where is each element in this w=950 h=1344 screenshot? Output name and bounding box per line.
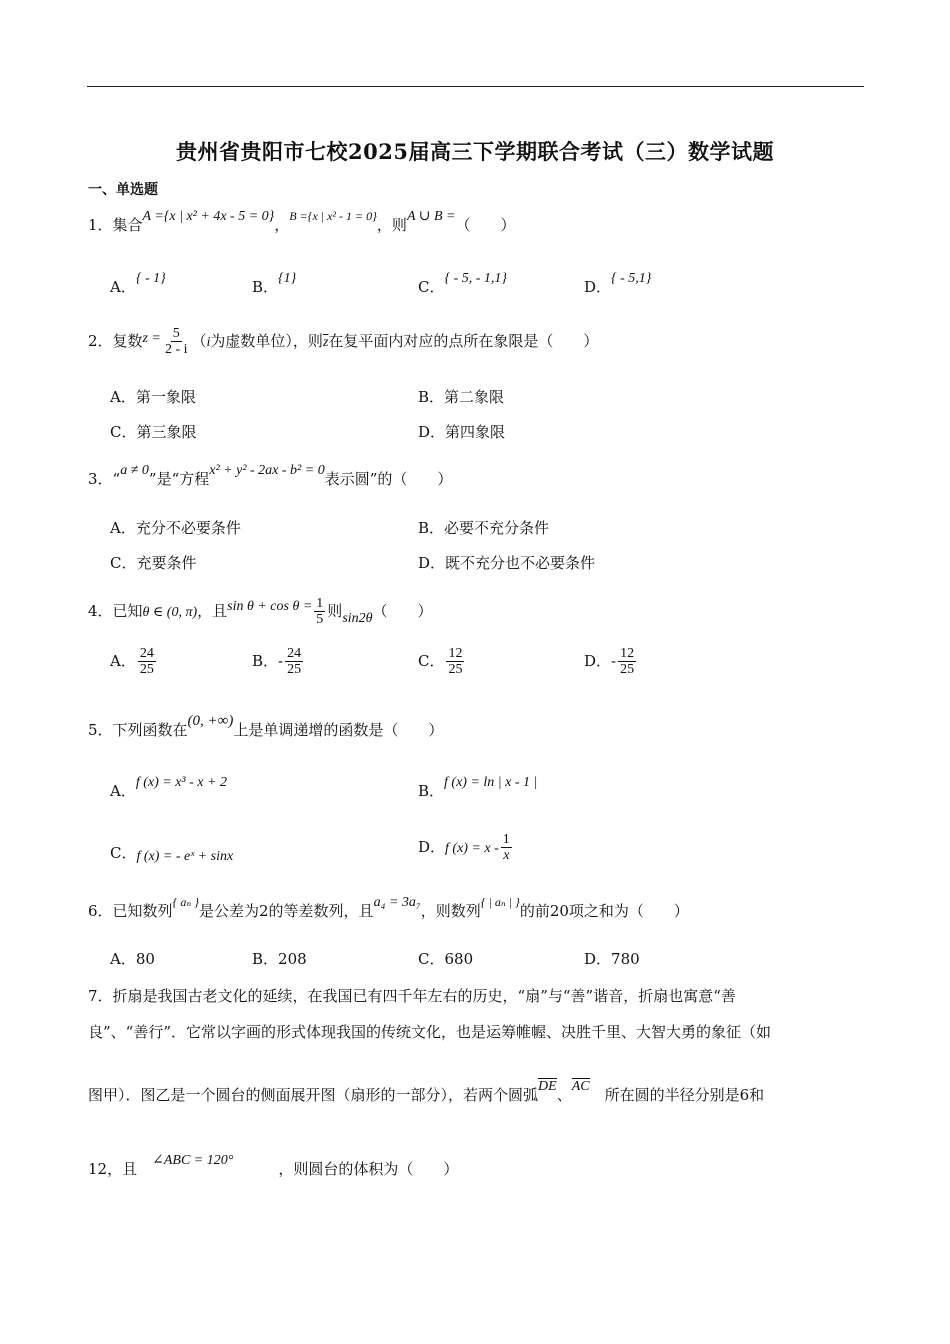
- q6-option-c: C．680: [418, 950, 474, 968]
- option-label: A．: [110, 782, 136, 800]
- header-rule: [87, 86, 864, 87]
- q2-post: 在复平面内对应的点所在象限是（ ）: [328, 331, 599, 350]
- option-fraction: [446, 646, 464, 678]
- q2-fraction: [163, 326, 190, 358]
- option-label: C．: [110, 844, 137, 862]
- q3-option-d: D．既不充分也不必要条件: [418, 554, 596, 572]
- q3-option-c: C．充要条件: [110, 554, 197, 572]
- question-5: [88, 713, 444, 740]
- q6-sequence: { aₙ }: [172, 895, 200, 909]
- q4-fraction: [314, 596, 325, 628]
- option-fraction: [501, 832, 512, 864]
- q7-line4-pre: 12，且: [88, 1160, 138, 1178]
- question-7-line-1: 7．折扇是我国古老文化的延续，在我国已有四千年左右的历史，“扇”与“善”谐音，折扇也寓意“善: [88, 987, 736, 1005]
- option-fraction: [138, 646, 156, 678]
- q2-i: i: [206, 334, 211, 350]
- option-value: { - 5,1}: [611, 271, 652, 286]
- q1-paren: （ ）: [455, 216, 516, 234]
- option-value: {1}: [278, 271, 297, 286]
- q4-mid: ，且: [197, 601, 228, 620]
- q1-set-a: A ={x | x² + 4x - 5 = 0}: [142, 209, 275, 224]
- q1-option-c: [418, 271, 508, 297]
- option-expression: f (x) = x³ - x + 2: [135, 775, 227, 790]
- option-label: A．: [110, 651, 136, 670]
- q1-option-a: [110, 271, 166, 297]
- q6-option-d: D．780: [584, 950, 640, 968]
- q6-prefix: 6．已知数列: [88, 902, 173, 920]
- option-label: A．: [110, 278, 136, 296]
- question-4: [88, 596, 433, 628]
- q4-target: sin2θ: [342, 610, 373, 626]
- q6-abs-sequence: { | aₙ | }: [480, 895, 520, 909]
- q7-line4-post: ，则圆台的体积为（ ）: [278, 1160, 459, 1178]
- q4-option-b: [252, 646, 305, 678]
- question-2: [88, 326, 598, 358]
- q2-z-conjugate: $\overline{z}$: [322, 334, 329, 350]
- q3-mid: ”是“方程: [148, 470, 210, 488]
- q4-option-d: [584, 646, 638, 678]
- option-label: D．: [584, 278, 612, 296]
- question-1: [88, 209, 516, 235]
- fraction-denominator: 2 - i: [164, 342, 188, 358]
- q1-mid: ，则: [376, 216, 407, 234]
- fraction-numerator: 12: [620, 646, 635, 661]
- option-fraction: [285, 646, 303, 678]
- q6-option-b: B．208: [252, 950, 307, 968]
- option-label: B．: [418, 782, 445, 800]
- q3-equation: x² + y² - 2ax - b² = 0: [209, 463, 325, 478]
- option-fraction: [618, 646, 636, 678]
- fraction-denominator: x: [503, 848, 510, 864]
- q3-post: 表示圆”的（ ）: [324, 470, 453, 488]
- q3-option-b: B．必要不充分条件: [418, 519, 550, 537]
- option-label: B．: [252, 651, 279, 670]
- q2-option-a: A．第一象限: [110, 388, 196, 406]
- option-expression: f (x) = x -: [445, 840, 499, 856]
- q6-post: 的前20项之和为（ ）: [519, 902, 689, 920]
- q4-equation: sin θ + cos θ =: [227, 598, 313, 614]
- q5-option-c: [110, 842, 233, 863]
- q3-prefix: 3．“: [88, 470, 121, 488]
- q6-mid2: ，则数列: [420, 902, 481, 920]
- option-value: { - 1}: [135, 271, 166, 286]
- fraction-denominator: 25: [620, 662, 635, 678]
- option-label: D．: [418, 837, 446, 856]
- fraction-numerator: 5: [172, 326, 180, 341]
- q1-expression: A ∪ B =: [406, 209, 456, 224]
- option-label: C．: [418, 278, 445, 296]
- q5-option-a: [110, 775, 227, 801]
- question-7-line-3: [88, 1079, 765, 1105]
- q6-equation: a₄ = 3a₇: [373, 895, 421, 910]
- q7-separator: 、: [556, 1086, 572, 1104]
- q4-option-a: [110, 646, 158, 678]
- q2-z: z =: [142, 330, 161, 346]
- option-label: D．: [584, 651, 612, 670]
- option-label: C．: [418, 651, 445, 670]
- question-7-line-4: [88, 1153, 459, 1179]
- q7-angle: ∠ABC = 120°: [152, 1153, 234, 1168]
- q2-option-c: C．第三象限: [110, 423, 197, 441]
- q2-open-paren: （: [191, 331, 207, 350]
- q6-option-a: A．80: [110, 950, 155, 968]
- question-6: [88, 895, 689, 921]
- q7-line3-pre: 图甲）．图乙是一个圆台的侧面展开图（扇形的一部分），若两个圆弧: [88, 1086, 539, 1104]
- q5-option-d: [418, 832, 514, 864]
- option-sign: -: [611, 651, 617, 670]
- fraction-denominator: 25: [287, 662, 302, 678]
- q1-set-b: B ={x | x² - 1 = 0}: [289, 209, 377, 223]
- page-title: 贵州省贵阳市七校2025届高三下学期联合考试（三）数学试题: [176, 139, 774, 164]
- q7-arc-ac: AC: [571, 1079, 590, 1094]
- option-sign: -: [278, 651, 284, 670]
- option-label: B．: [252, 278, 279, 296]
- q6-mid: 是公差为2的等差数列，且: [199, 902, 374, 920]
- q3-condition: a ≠ 0: [120, 463, 149, 478]
- q2-option-d: D．第四象限: [418, 423, 506, 441]
- fraction-numerator: 1: [316, 596, 324, 611]
- q1-option-b: [252, 271, 297, 297]
- fraction-numerator: 24: [139, 646, 154, 661]
- fraction-numerator: 24: [287, 646, 302, 661]
- fraction-numerator: 1: [502, 832, 510, 847]
- q1-comma: ，: [274, 216, 290, 234]
- question-3: [88, 463, 453, 489]
- q2-prefix: 2．复数: [88, 331, 143, 350]
- q5-prefix: 5．下列函数在: [88, 721, 188, 739]
- q3-option-a: A．充分不必要条件: [110, 519, 241, 537]
- q5-option-b: [418, 775, 538, 801]
- fraction-denominator: 25: [448, 662, 463, 678]
- option-expression: f (x) = - eˣ + sinx: [136, 849, 234, 864]
- option-value: { - 5, - 1,1}: [444, 271, 508, 286]
- q4-then: 则: [327, 601, 343, 620]
- section-heading: 一、单选题: [88, 182, 158, 198]
- fraction-numerator: 12: [448, 646, 463, 661]
- q7-line3-post: 所在圆的半径分别是6和: [604, 1086, 765, 1104]
- q4-theta-range: θ ∈ (0, π): [142, 604, 198, 620]
- q2-note: 为虚数单位），则: [210, 331, 323, 350]
- q4-option-c: [418, 646, 466, 678]
- q2-option-b: B．第二象限: [418, 388, 505, 406]
- q5-post: 上是单调递增的函数是（ ）: [233, 721, 444, 739]
- option-expression: f (x) = ln | x - 1 |: [444, 775, 538, 790]
- fraction-denominator: 25: [139, 662, 154, 678]
- q7-arc-de: DE: [538, 1079, 557, 1094]
- q4-prefix: 4．已知: [88, 601, 143, 620]
- fraction-denominator: 5: [316, 612, 324, 628]
- q1-option-d: [584, 271, 652, 297]
- q5-interval: (0, +∞): [187, 713, 234, 729]
- q1-prefix: 1．集合: [88, 216, 143, 234]
- question-7-line-2: 良”、“善行”．它常以字画的形式体现我国的传统文化，也是运筹帷幄、决胜千里、大智大勇的象征（如: [88, 1023, 772, 1041]
- q4-paren: （ ）: [372, 601, 433, 620]
